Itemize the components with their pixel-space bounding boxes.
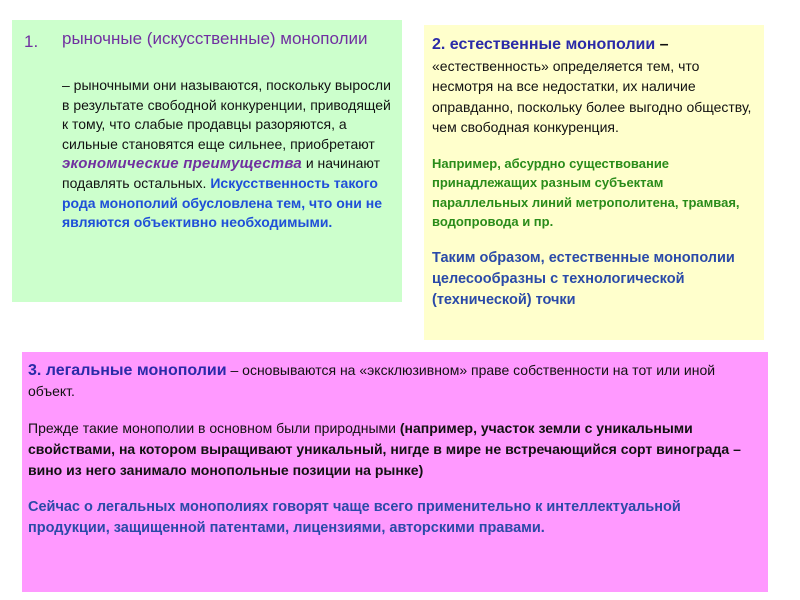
list-number-1: 1. <box>24 32 39 51</box>
natural-monopolies-paragraph <box>432 34 762 138</box>
legal-monopolies-conclusion: Сейчас о легальных монополиях говорят чаще всего применительно к интеллектуальной продукции, защищенной патентами, лицензиями, авторскими правами. <box>28 499 681 536</box>
economic-advantages-highlight: экономические преимущества <box>62 155 302 173</box>
natural-monopolies-title: 2. естественные монополии <box>432 36 656 53</box>
legal-monopolies-paragraph-2 <box>28 418 758 481</box>
legal-monopolies-text: – основываются на «эксклюзивном» праве собственности на тот или иной объект. <box>28 362 716 399</box>
legal-monopolies-example: (например, участок земли с уникальными свойствами, на котором выращивают уникальный, нигде в мире не встречающийся сорт винограда – вино из него занимало монопольные позиции на рынке) <box>28 420 741 478</box>
legal-monopolies-title: 3. легальные монополии <box>28 362 227 379</box>
market-monopolies-body <box>62 76 394 233</box>
legal-monopolies-history: Прежде такие монополии в основном были природными <box>28 420 400 436</box>
natural-monopolies-text: «естественность» определяется тем, что несмотря на все недостатки, их наличие оправданно, поскольку более выгодно обществу, чем свободная конкуренция. <box>432 57 752 135</box>
market-monopolies-text-a: – рыночными они называются, поскольку выросли в результате свободной конкуренции, приводящей к тому, что слабые продавцы разоряются, а сильные становятся еще сильнее, приобретают <box>62 77 391 152</box>
natural-monopolies-example: Например, абсурдно существование принадлежащих разным субъектам параллельных линий метрополитена, трамвая, водопровода и пр. <box>432 155 740 229</box>
legal-monopolies-paragraph-1 <box>28 360 758 402</box>
market-monopolies-text-b: и начинают подавлять остальных. <box>62 155 380 191</box>
natural-monopolies-conclusion: Таким образом, естественные монополии целесообразны с технологической (технической) точки <box>432 249 735 308</box>
natural-monopolies-dash: – <box>655 36 669 53</box>
legal-monopolies-content <box>28 360 758 539</box>
natural-monopolies-content <box>432 34 762 311</box>
market-monopolies-title: рыночные (искусственные) монополии <box>62 29 368 48</box>
market-monopolies-conclusion: Искусственность такого рода монополий обусловлена тем, что они не являются объективно необходимыми. <box>62 174 382 231</box>
